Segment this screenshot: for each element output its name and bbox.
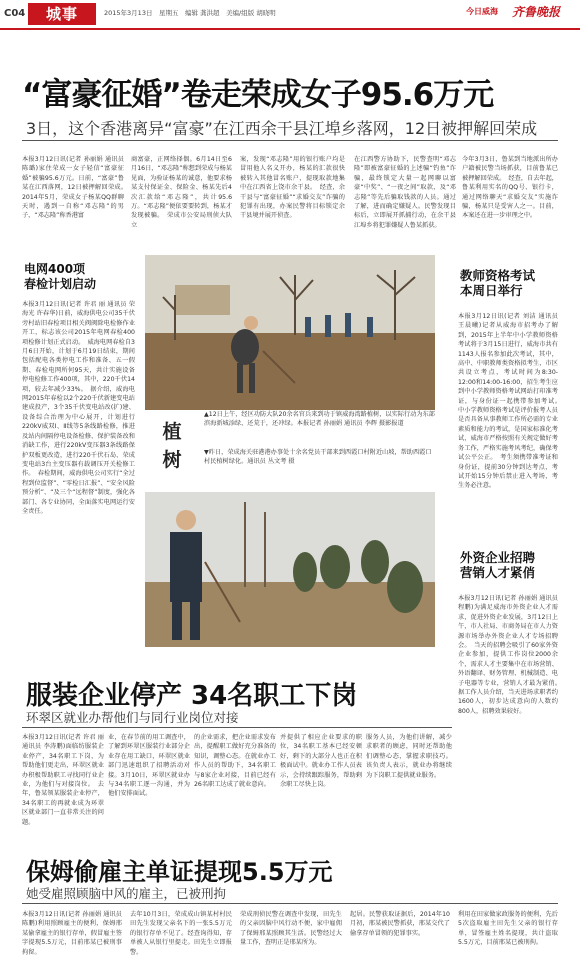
story1-col-4: 在江西警方协助下，民警查明“邓志隆”即被富豪征婚的上述骗“钓鱼”诈骗，最终锁定大量一起网聊以富豪“中奖”、“一夜之间”取款，及“邓志隆”等先后骗取钱款的人员。通过了解，进而确定嫌疑人。民警发现目标后，立即展开抓捕行动，在余干县江埠乡将犯罪嫌疑人鲁某抓获。 — [354, 156, 456, 229]
story2-headline — [24, 262, 134, 292]
dateline: 2015年3月13日 星期五 编辑 龚洪超 美编/组版 胡晓明 — [104, 9, 276, 17]
story5-col-5: 服务人员，为他们讲解，减少求职者的顾虑，同时还帮助他们调整心态，掌握求职技巧。该负责人表示，就业办将继续为下岗职工提供就业服务。 — [366, 734, 452, 779]
story1-col-2: 商富豪，正网络择偶。6月14日至6月16日，“邓志隆”称想到荣成与杨某见面，为验证杨某的诚意，他要求杨某支付保证金、保险金、杨某先后4次汇款给“邓志隆”，共计95.6万。“邓志隆”便依要要转到，杨某才发现被骗。 荣成市公安局刑侦大队立 — [131, 156, 232, 229]
photo-caption-1: ▲12日上午，经区功防大队20余名官兵来到功于镇威海湾路植树，以实际行动为东部滨海新城添绿，还荒于，还冲绿。本报记者 孙丽娟 通讯员 李辉 摄影报道 — [204, 411, 435, 427]
story5-col-1: 本报3月12日讯(记者 许君 丽 通讯员 李涛鹏)面临纺服装企业停产，34名职工下岗，为帮助他们更走出，环翠区就业办积极帮助职工寻找同行业企业，为他们与对接岗位。 去年，鲁某领某服装企业停产，34名职工的再就业成为环翠区就业部门一直非常关注的问题。 — [22, 734, 104, 826]
story3-body: 本报3月12日讯(记者 刘洁 通讯员 王晨曦)记者从威海市招考办了解到，2015年上半年中小学教师资格考试将于3月15日进行，威海市共有1143人报名参加此次考试，其中，高中、中职教师类资格拟考生，市区共设立考点，考试时间为8:30-12:00和14:00-16:00，招生考生应到中小学教师资格考试网站打印准考证，与身份证一起携带参加考试。 中小学教师资格考试是评价报考人员是否具备从事教师工作所必需的专业素质和能力的考试，是国家标准化考试，威海市严格按照有关规定做好考务工作，严格实施考风考纪，确保考试公平公正。 考生须携带准考证和身份证，提前30分钟到达考点，考试开始15分钟后禁止进入考场，考生务必注意。 — [458, 313, 565, 490]
story4-body: 本报3月12日讯(记者 孙丽娟 通讯员 程鹏)为满足威海市外资企业人才需求，促进外资企业发展，3月12日上午，市人社局、市商务局在市人力资源市场举办外资企业人才专场招聘会。 当天的招聘会吸引了60家外资企业参加，提供工作岗位2000余个，需求人才主要集中在市场营销、外语翻译、财务管理、机械制造、电子电器等专业，营销人才最为紧俏。 据工作人员介绍，当天进场求职者约1600人，初步达成意向的人数约800人，招聘效果较好。 — [458, 595, 565, 715]
story5-col-3: 的企业需求，把企业需求发布出，提醒职工做好充分准备的知识，调整心态。在就业办工作人员的帮助下，34名职工与8家企业对接，目前已经有26名职工达成了就业意向。 — [194, 734, 276, 789]
story5-subhead: 环翠区就业办帮他们与同行业岗位对接 — [26, 710, 239, 725]
photo-caption-2: ▼昨日，荣成海关驻港港办事处十余名党员干部来到西霞口村附近山坡，帮助西霞口村民植树绿化。通讯员 丛文考 摄 — [204, 449, 432, 465]
story5-col-2: 业，在春节前的用工调查中，了解到环翠区服装行业部分企业存在用工缺口，环翠区就业部门迅速组织了招聘活动对接。3月10日，环翠区就业办与34名职工逐一沟通，并为他们安排面试。 — [108, 734, 190, 798]
story1-subhead: 3日，这个香港离异“富豪”在江西余干县江埠乡落网，12日被押解回荣成 — [26, 119, 538, 138]
photo-section-label: 植树 — [162, 421, 182, 471]
story6-col-2: 去年10月3日，荣成成山镇某村村民田先生发现父亲名下的一张5.5万元的银行存单不见了。经查询得知，存单被人从银行里提走。田先生立即报警。 — [130, 911, 232, 956]
story2-body: 本报3月12日讯(记者 许君 丽 通讯员 荣海光 许春华)日前，威海供电公司35千伏旁村站旧春检项目相关阀阀除电检修作业开工，标志该公司2015年电网春检400项检修计划正式启动。 威海电网春检自3月6日开始，计划于6月19日结束，期间包括配电各类停电工作和准备、五一假期、春检电网所何95天，共计实施设备停电检修工作400项，其中，220千伏14项，较去年减少33%。 据介绍，威海电网2015年春检以2个220千伏新建变电站建成投产，3个35千伏变电站改(扩)建、设备综合治理为中心展开，计划进行220kV威双Ⅰ、Ⅱ线等5条线路检修，推进及站内间隔停电设备检修、保护装备改和消缺工作，进行220kV变压器3条线路保护双板更改造，进行220千伏石岛、荣成变电站3台主变压器有载调压开关检修工作。 春检期间，威海供电公司实行“全过程到位监督”、“零检日汇报”、“安全风险预分析”、“及三个“远程督”制度，强化各部门、各专业协同，全面落实电网运行安全责任。 — [22, 301, 135, 515]
story4-headline — [460, 550, 570, 580]
story6-subhead: 她受雇照顾脑中风的雇主，已被刑拘 — [26, 886, 227, 901]
story6-col-1: 本报3月12日讯(记者 孙丽娟 通讯员 陈鹏)利用照顾雇主的便利，保姆邢某偷拿雇主的银行存单，假冒雇主签字提现5.5万元，目前邢某已被刑事拘留。 — [22, 911, 122, 956]
story1-headline: “富豪征婚”卷走荣成女子95.6万元 — [22, 77, 494, 113]
story6-col-5: 利用在田家做家政服务的便利，先后5次盗取雇主田先生父亲的银行存单，冒签雇主姓名提现，共计盗取5.5万元，目前邢某已被刑拘。 — [458, 911, 558, 947]
story4-headline-line1: 外资企业招聘 — [460, 550, 536, 565]
story3-headline — [460, 268, 570, 298]
story2-headline-line1: 电网400项 — [24, 262, 86, 276]
story5-rule — [22, 727, 452, 728]
section-tab: 城事 — [28, 3, 96, 25]
story6-col-4: 起居。民警获取证据后，2014年10月初，邢某被民警抓获，邢某交代了偷拿存单冒领的犯罪事实。 — [350, 911, 450, 937]
brand-logo: 齐鲁晚报 — [512, 5, 561, 19]
today-label: 今日威海 — [466, 7, 498, 16]
story3-headline-line2: 本周日举行 — [460, 283, 523, 298]
story2-headline-line2: 春检计划启动 — [24, 277, 97, 291]
story4-headline-line2: 营销人才紧俏 — [460, 565, 536, 580]
story5-headline: 服装企业停产 34名职工下岗 — [26, 681, 358, 711]
story5-col-4: 并提供了相应企业要求的职位，34名职工基本已经安顿好，剩下的大部分人也正在积极面试中。就业办工作人员表示，会持续跟踪服务，帮助剩余职工尽快上岗。 — [280, 734, 362, 789]
story1-col-3: 案，发现“邓志隆”用的银行账户均是冒用他人名义开办，杨某的汇款很快被转入其他冒名账户，提现取款地集中在江西省上饶市余干县。 经查，余干县与“富豪征婚”“求婚交友”诈骗的犯罪有出现，办案民警将目标锁定余干县境并展开侦查。 — [240, 156, 345, 220]
story1-col-1: 本报3月12日讯(记者 孙丽娟 通讯员 陈璐)家住荣成一女子轻信“富豪征婚”被骗95.6万元。日前，“富豪”鲁某在江西落网，12日被押解回荣成。 2014年5月，荣成女子杨某QQ群聊天时，遇到一自称“邓志隆”的男子，“邓志隆”称香港富 — [22, 156, 131, 220]
page-number: C04 — [4, 8, 26, 19]
photo-tree-planting-soldiers — [145, 255, 435, 410]
story6-col-3: 荣成刑侦民警在调查中发现，田先生的父亲因脑中风行动不便，家中雇佣了保姆邢某照顾其生活。民警经过大量工作，查明正是邢某所为。 — [240, 911, 342, 947]
story3-headline-line1: 教师资格考试 — [460, 268, 536, 283]
story6-headline: 保姆偷雇主单证提现5.5万元 — [26, 858, 333, 886]
story6-rule — [22, 903, 558, 904]
story1-col-5: 今年3月3日，鲁某到当地派出所办户籍被民警当场抓获，目前鲁某已被押解回荣成。 经查，自去年起，鲁某利用实名的QQ号、银行卡，通过网络聊天“求婚交友”实施诈骗，杨某只是受害人之一。目前，本案还在进一步审理之中。 — [462, 156, 558, 220]
photo-tree-planting-officials — [145, 492, 435, 647]
story1-rule — [22, 140, 558, 141]
